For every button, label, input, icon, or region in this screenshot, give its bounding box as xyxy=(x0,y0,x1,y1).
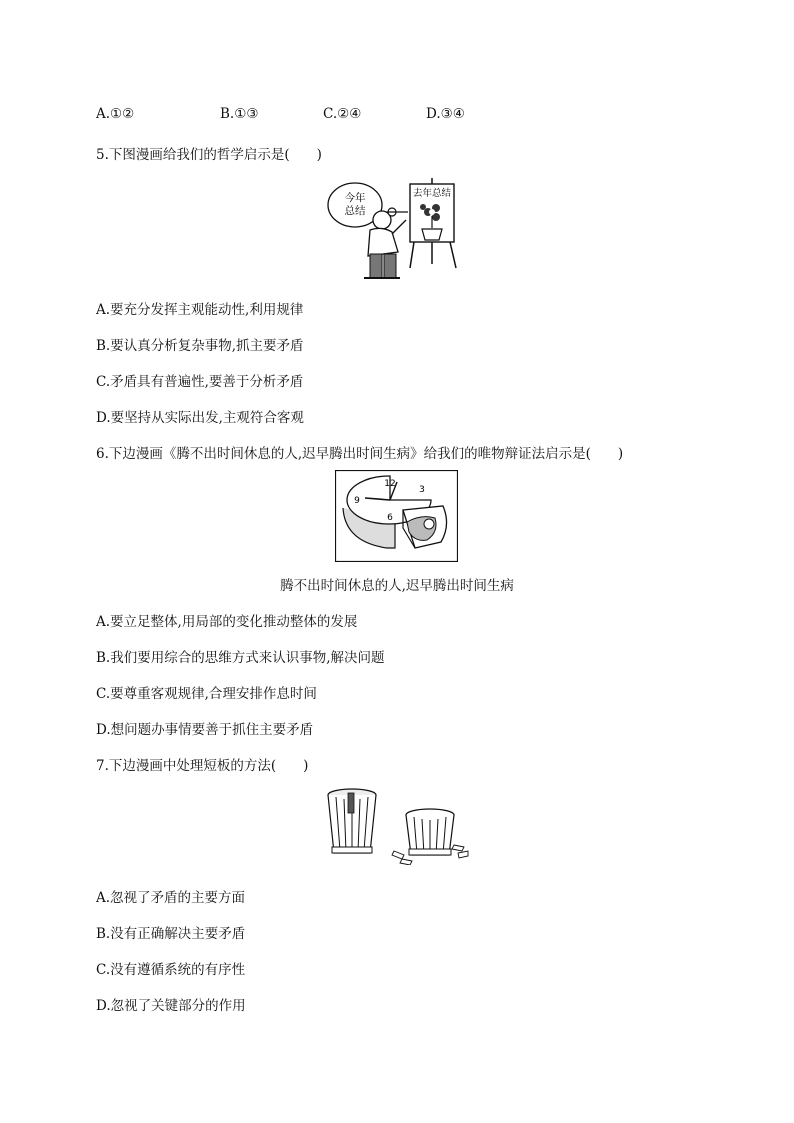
q7-cartoon xyxy=(322,785,472,865)
board-text: 去年总结 xyxy=(412,188,452,199)
q5-option-d[interactable]: D.要坚持从实际出发,主观符合客观 xyxy=(96,410,304,426)
q4-option-b[interactable]: B.①③ xyxy=(220,106,259,122)
q7-option-a[interactable]: A.忽视了矛盾的主要方面 xyxy=(96,890,246,906)
q7-option-d[interactable]: D.忽视了关键部分的作用 xyxy=(96,998,246,1014)
q7-option-b[interactable]: B.没有正确解决主要矛盾 xyxy=(96,926,246,942)
q7-option-c[interactable]: C.没有遵循系统的有序性 xyxy=(96,962,246,978)
clock-number-6: 6 xyxy=(387,513,393,523)
bubble-text-1: 今年 xyxy=(344,192,366,204)
clock-number-9: 9 xyxy=(354,496,360,506)
q7-stem: 7.下边漫画中处理短板的方法( ) xyxy=(96,758,309,774)
q4-option-c[interactable]: C.②④ xyxy=(323,106,362,122)
q5-option-b[interactable]: B.要认真分析复杂事物,抓主要矛盾 xyxy=(96,338,304,354)
bubble-text-2: 总结 xyxy=(344,205,366,217)
q5-stem: 5.下图漫画给我们的哲学启示是( ) xyxy=(96,147,322,163)
q5-cartoon xyxy=(322,172,472,282)
q6-option-d[interactable]: D.想问题办事情要善于抓住主要矛盾 xyxy=(96,722,314,738)
q6-option-a[interactable]: A.要立足整体,用局部的变化推动整体的发展 xyxy=(96,614,358,630)
q4-option-a[interactable]: A.①② xyxy=(96,106,135,122)
q5-option-c[interactable]: C.矛盾具有普遍性,要善于分析矛盾 xyxy=(96,374,304,390)
q6-cartoon xyxy=(335,470,458,562)
q4-option-d[interactable]: D.③④ xyxy=(426,106,465,122)
q6-stem: 6.下边漫画《腾不出时间休息的人,迟早腾出时间生病》给我们的唯物辩证法启示是( ) xyxy=(96,446,624,462)
q6-option-c[interactable]: C.要尊重客观规律,合理安排作息时间 xyxy=(96,686,317,702)
q6-caption: 腾不出时间休息的人,迟早腾出时间生病 xyxy=(280,578,514,594)
q6-option-b[interactable]: B.我们要用综合的思维方式来认识事物,解决问题 xyxy=(96,650,385,666)
clock-number-3: 3 xyxy=(419,485,425,495)
clock-number-12: 12 xyxy=(384,479,396,489)
q5-option-a[interactable]: A.要充分发挥主观能动性,利用规律 xyxy=(96,302,304,318)
